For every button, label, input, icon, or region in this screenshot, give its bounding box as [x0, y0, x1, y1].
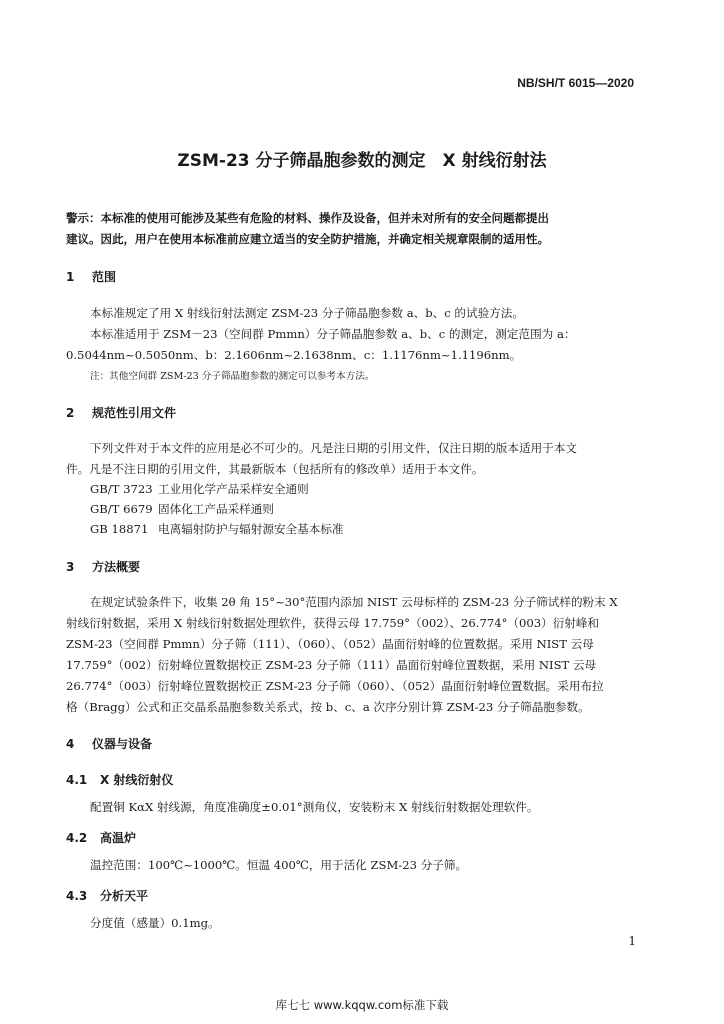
paragraph-line: 件。凡是不注日期的引用文件，其最新版本（包括所有的修改单）适用于本文件。	[66, 462, 484, 476]
section-1-heading	[66, 268, 116, 285]
section-number: 3	[66, 560, 75, 574]
paragraph-line: 分度值（感量）0.1mg。	[90, 916, 220, 930]
subsection-title: 高温炉	[100, 831, 137, 845]
subsection-number: 4.3	[66, 889, 88, 903]
reference-title: 电离辐射防护与辐射源安全基本标准	[158, 522, 344, 536]
paragraph-line: 格（Bragg）公式和正交晶系晶胞参数关系式，按 b、c、a 次序分别计算 ZSM-23 分子筛晶胞参数。	[66, 700, 590, 714]
section-2-heading	[66, 404, 176, 421]
reference-item	[90, 481, 309, 497]
reference-item	[90, 501, 274, 517]
paragraph-line: 在规定试验条件下，收集 2θ 角 15°~30°范围内添加 NIST 云母标样的 ZSM-23 分子筛试样的粉末 X	[90, 595, 618, 609]
paragraph-line: 温控范围：100℃~1000℃。恒温 400℃，用于活化 ZSM-23 分子筛。	[90, 858, 468, 872]
note: 注：其他空间群 ZSM-23 分子筛晶胞参数的测定可以参考本方法。	[90, 371, 375, 382]
subsection-number: 4.1	[66, 773, 88, 787]
section-number: 4	[66, 737, 75, 751]
paragraph-line: 射线衍射数据，采用 X 射线衍射数据处理软件，获得云母 17.759°（002）、26.774°（003）衍射峰和	[66, 616, 600, 630]
paragraph-line: 本标准适用于 ZSM－23（空间群 Pmmn）分子筛晶胞参数 a、b、c 的测定，测定范围为 a：	[90, 327, 576, 341]
section-title: 规范性引用文件	[92, 406, 177, 420]
subsection-title: X 射线衍射仪	[100, 773, 174, 787]
reference-code: GB 18871	[90, 522, 149, 536]
subsection-title: 分析天平	[100, 889, 149, 903]
reference-item	[90, 521, 344, 537]
paragraph-line: ZSM-23（空间群 Pmmn）分子筛（111）、（060）、（052）晶面衍射峰的位置数据。采用 NIST 云母	[66, 637, 594, 651]
reference-code: GB/T 6679	[90, 502, 153, 516]
paragraph-line: 0.5044nm~0.5050nm、b：2.1606nm~2.1638nm、c：1.1176nm~1.1196nm。	[66, 348, 522, 362]
page-number: 1	[628, 934, 636, 948]
section-number: 1	[66, 270, 75, 284]
section-3-heading	[66, 558, 140, 575]
reference-title: 固体化工产品采样通则	[158, 502, 274, 516]
document-title: ZSM-23 分子筛晶胞参数的测定 X 射线衍射法	[177, 151, 547, 171]
paragraph-line: 下列文件对于本文件的应用是必不可少的。凡是注日期的引用文件，仅注日期的版本适用于本文	[90, 441, 577, 455]
reference-code: GB/T 3723	[90, 482, 153, 496]
footer-watermark: 库七七 www.kqqw.com标准下载	[275, 998, 449, 1012]
subsection-heading	[66, 829, 136, 846]
paragraph-line: 17.759°（002）衍射峰位置数据校正 ZSM-23 分子筛（111）晶面衍射峰位置数据，采用 NIST 云母	[66, 658, 597, 672]
standard-number: NB/SH/T 6015—2020	[517, 76, 634, 90]
section-number: 2	[66, 406, 75, 420]
section-title: 范围	[92, 270, 117, 284]
section-title: 方法概要	[92, 560, 141, 574]
warning-line-2: 建议。因此，用户在使用本标准前应建立适当的安全防护措施，并确定相关规章限制的适用性。	[66, 232, 549, 246]
paragraph-line: 26.774°（003）衍射峰位置数据校正 ZSM-23 分子筛（060）、（052）晶面衍射峰位置数据。采用布拉	[66, 679, 604, 693]
paragraph-line: 本标准规定了用 X 射线衍射法测定 ZSM-23 分子筛晶胞参数 a、b、c 的试验方法。	[90, 306, 524, 320]
reference-title: 工业用化学产品采样安全通则	[158, 482, 309, 496]
section-4-heading	[66, 735, 152, 752]
subsection-number: 4.2	[66, 831, 88, 845]
paragraph-line: 配置铜 KαX 射线源，角度准确度±0.01°测角仪，安装粉末 X 射线衍射数据处理软件。	[90, 800, 539, 814]
subsection-heading	[66, 887, 148, 904]
subsection-heading	[66, 771, 173, 788]
warning-line-1: 警示：本标准的使用可能涉及某些有危险的材料、操作及设备，但并未对所有的安全问题都提出	[66, 211, 549, 225]
section-title: 仪器与设备	[92, 737, 153, 751]
